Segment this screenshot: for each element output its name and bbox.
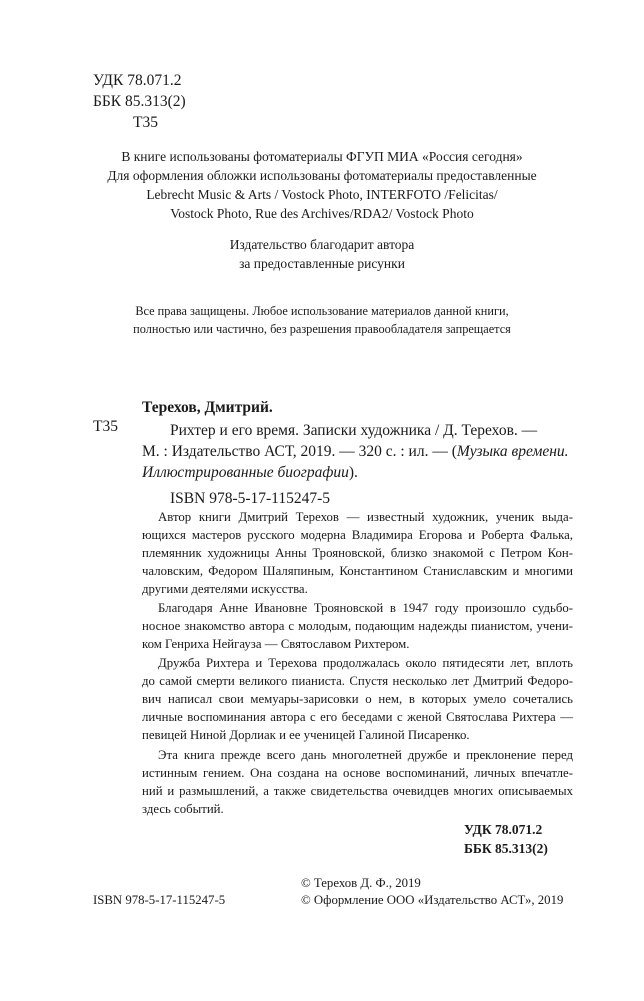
catalog-isbn: ISBN 978-5-17-115247-5 xyxy=(170,490,331,507)
annotation-line: племянник художницы Анны Трояновской, близко знакомой с Петром Кон- xyxy=(142,546,573,560)
annotation-line: ющихся мастеров русского модерна Владимира Егорова и Роберта Фалька, xyxy=(142,528,573,542)
author-code-header: Т35 xyxy=(133,114,158,131)
catalog-title-line xyxy=(142,443,569,461)
copyright-author: © Терехов Д. Ф., 2019 xyxy=(301,876,421,890)
annotation-line: другими деятелями искусства. xyxy=(142,582,308,596)
catalog-udk: УДК 78.071.2 xyxy=(464,822,543,837)
annotation-line: Благодаря Анне Ивановне Трояновской в 1947 году произошло судьбо- xyxy=(158,601,573,615)
annotation-line: вич написал свои мемуары-зарисовки о нем, в которых умело сочетались xyxy=(142,692,573,706)
catalog-title-line: Рихтер и его время. Записки художника / Д. Терехов. — xyxy=(170,422,538,439)
bbk-header: ББК 85.313(2) xyxy=(93,93,186,110)
annotation-line: Автор книги Дмитрий Терехов — известный художник, ученик выда- xyxy=(158,510,573,524)
credits-line: В книге использованы фотоматериалы ФГУП МИА «Россия сегодня» xyxy=(121,149,523,164)
annotation-line: певицей Ниной Дорлиак и ее ученицей Галиной Писаренко. xyxy=(142,728,470,742)
catalog-imprint: М. : Издательство АСТ, 2019. — 320 с. : ил. — ( xyxy=(142,443,457,460)
credits-line: Для оформления обложки использованы фотоматериалы предоставленные xyxy=(107,168,537,183)
thanks-line: Издательство благодарит автора xyxy=(229,237,415,252)
annotation-line: носное знакомство автора с молодым, подающим надежды пианистом, учени- xyxy=(142,619,573,633)
footer-isbn: ISBN 978-5-17-115247-5 xyxy=(93,893,226,907)
annotation-line: Эта книга прежде всего дань многолетней дружбе и преклонение перед xyxy=(158,748,573,762)
catalog-bbk: ББК 85.313(2) xyxy=(464,841,548,856)
catalog-series-close: ). xyxy=(348,464,358,481)
annotation-line: чаловским, Федором Шаляпиным, Константином Станиславским и многими xyxy=(142,564,573,578)
annotation-line: ний и размышлений, а также свидетельства очевидцев многих описываемых xyxy=(142,784,573,798)
annotation-line: личные воспоминания автора с его беседами с женой Святослава Рихтера — xyxy=(142,710,573,724)
annotation-line: здесь событий. xyxy=(142,802,224,816)
copyright-design: © Оформление ООО «Издательство АСТ», 2019 xyxy=(301,893,564,907)
annotation-line: Дружба Рихтера и Терехова продолжалась около пятидесяти лет, вплоть xyxy=(158,656,573,670)
catalog-series: Музыка времени. xyxy=(456,443,569,460)
thanks-line: за предоставленные рисунки xyxy=(239,256,405,271)
catalog-series-subtitle: Иллюстрированные биографии xyxy=(142,464,349,481)
catalog-author: Терехов, Дмитрий. xyxy=(142,399,273,416)
catalog-code: Т35 xyxy=(93,418,118,435)
udk-header: УДК 78.071.2 xyxy=(93,72,182,89)
annotation-line: истинным гением. Она создана на основе воспоминаний, личных впечатле- xyxy=(142,766,573,780)
rights-line: Все права защищены. Любое использование материалов данной книги, xyxy=(135,304,509,318)
annotation-line: ком Генриха Нейгауза — Святославом Рихтером. xyxy=(142,637,410,651)
credits-line: Lebrecht Music & Arts / Vostock Photo, INTERFOTO /Felicitas/ xyxy=(146,187,498,202)
rights-line: полностью или частично, без разрешения правообладателя запрещается xyxy=(133,322,511,336)
catalog-title-line xyxy=(142,464,358,482)
credits-line: Vostock Photo, Rue des Archives/RDA2/ Vostock Photo xyxy=(170,206,474,221)
annotation-line: до самой смерти великого пианиста. Спустя несколько лет Дмитрий Федоро- xyxy=(142,674,573,688)
